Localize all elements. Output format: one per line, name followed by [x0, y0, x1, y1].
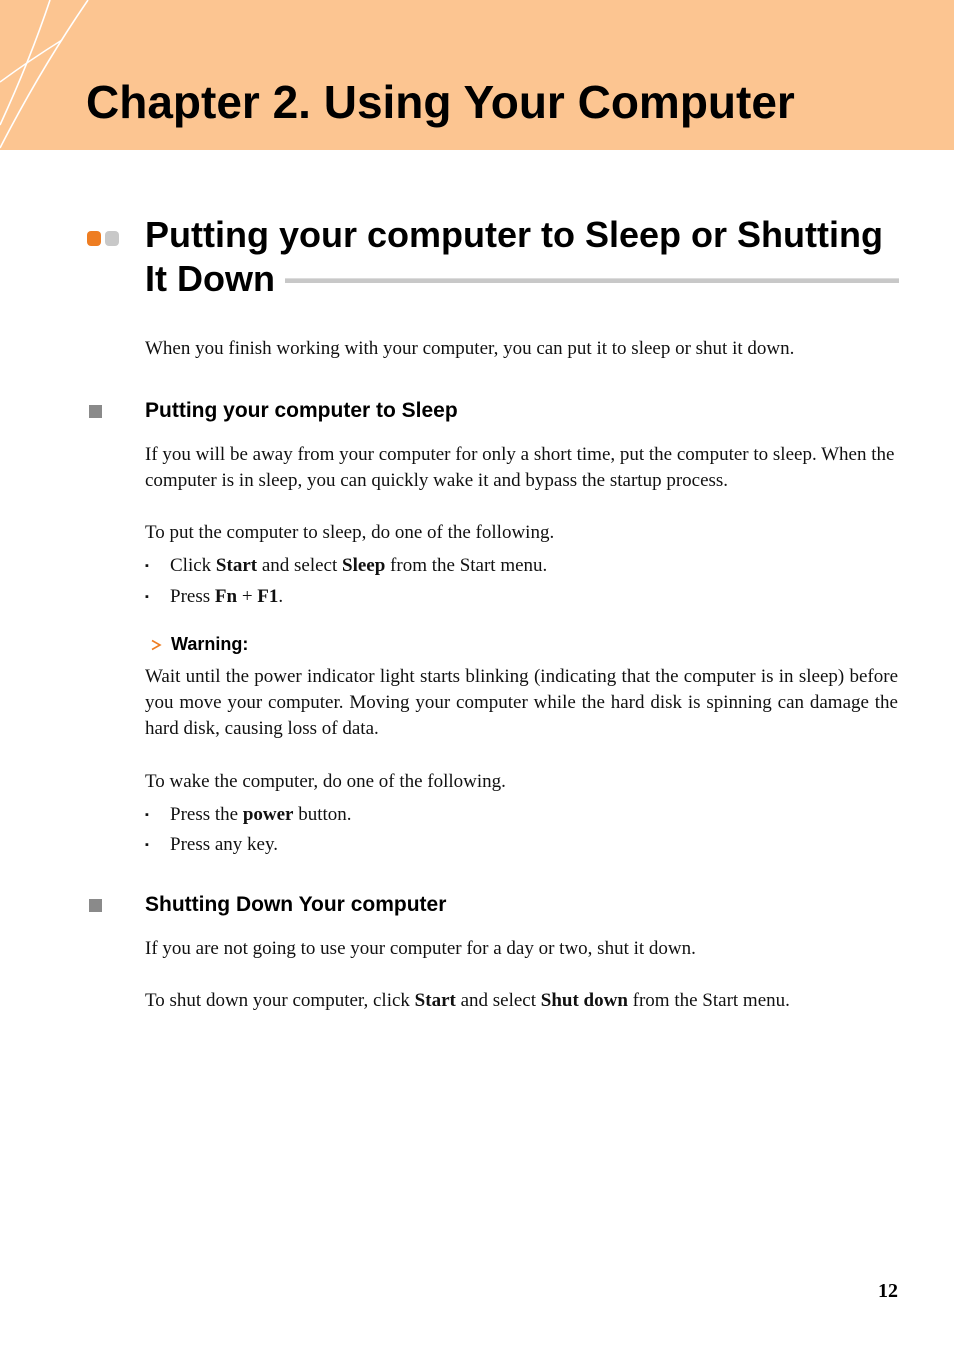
shutdown-text: from the Start menu.	[627, 990, 790, 1011]
list-text: Click	[170, 555, 216, 576]
square-bullet-icon	[89, 405, 102, 418]
shutdown-heading: Shutting Down Your computer	[145, 893, 447, 916]
bullet-square-icon: ▪	[145, 839, 149, 851]
shutdown-paragraph: If you are not going to use your computer for a day or two, shut it down.	[145, 938, 696, 959]
square-bullet-icon	[89, 899, 102, 912]
shutdown-instructions	[145, 988, 898, 1014]
sleep-heading: Putting your computer to Sleep	[145, 399, 458, 422]
sleep-label: Sleep	[342, 555, 386, 576]
sleep-paragraph: If you will be away from your computer for only a short time, put the computer to sleep. When the computer is in sleep, you can quickly wake it and bypass the startup process.	[145, 444, 895, 491]
section-intro: When you finish working with your computer, you can put it to sleep or shut it down.	[145, 338, 795, 359]
list-text: Press any key.	[170, 834, 278, 855]
start-label: Start	[215, 555, 258, 576]
wake-intro: To wake the computer, do one of the following.	[145, 771, 506, 792]
chapter-title: Chapter 2. Using Your Computer	[86, 76, 795, 128]
bullet-square-icon: ▪	[145, 560, 149, 572]
list-item	[145, 802, 352, 828]
shutdown-text: To shut down your computer, click	[145, 990, 415, 1011]
fn-key-label: Fn	[214, 586, 238, 607]
warning-arrow-icon	[150, 639, 162, 651]
shutdown-text: and select	[455, 990, 541, 1011]
warning-text: Wait until the power indicator light starts blinking (indicating that the computer is in sleep) before you move your computer. Moving your computer while the hard disk is spinning can damage the hard disk, causing loss of data.	[145, 666, 898, 739]
list-text: from the Start menu.	[385, 555, 548, 576]
list-text: +	[237, 586, 258, 607]
section-title-rule	[285, 278, 899, 283]
shut-down-label: Shut down	[540, 990, 628, 1011]
list-item	[145, 832, 278, 858]
chapter-header-band	[0, 0, 954, 150]
list-item	[145, 584, 283, 610]
list-text: Press	[170, 586, 215, 607]
page-number: 12	[878, 1280, 898, 1302]
sleep-instructions-intro: To put the computer to sleep, do one of the following.	[145, 522, 555, 543]
list-text: Press the	[170, 804, 243, 825]
warning-label: Warning:	[171, 634, 249, 654]
bullet-square-icon: ▪	[145, 809, 149, 821]
section-title: Putting your computer to Sleep or Shutting It Down	[145, 214, 883, 299]
start-label: Start	[414, 990, 456, 1011]
section-marker-icon	[87, 230, 121, 248]
list-item	[145, 553, 547, 579]
list-text: button.	[293, 804, 352, 825]
f1-key-label: F1	[257, 586, 279, 607]
list-text: .	[278, 586, 284, 607]
bullet-square-icon: ▪	[145, 591, 149, 603]
power-label: power	[242, 804, 294, 825]
list-text: and select	[257, 555, 343, 576]
